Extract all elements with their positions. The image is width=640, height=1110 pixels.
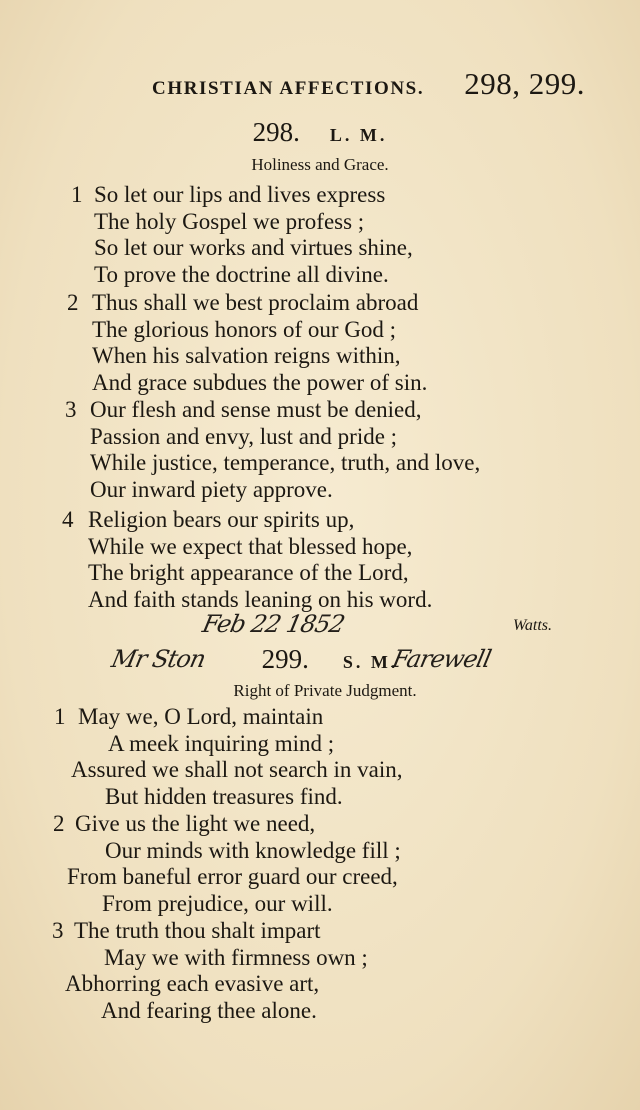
hymn-298-verse-3 <box>65 397 481 503</box>
running-head <box>152 66 585 102</box>
verse-line: The glorious honors of our God ; <box>92 316 397 342</box>
hymn-298-author: Watts. <box>513 617 552 634</box>
hymn-298-title: Holiness and Grace. <box>251 155 389 174</box>
verse-line: When his salvation reigns within, <box>92 343 401 368</box>
verse-line: A meek inquiring mind ; <box>108 730 335 756</box>
verse-line: Our flesh and sense must be denied, <box>90 397 422 422</box>
hymn-299-verse-1 <box>54 704 403 810</box>
verse-line: And fearing thee alone. <box>101 997 317 1023</box>
verse-line: Our inward piety approve. <box>90 476 333 502</box>
verse-line: And grace subdues the power of sin. <box>92 369 428 395</box>
verse-line: While justice, temperance, truth, and love, <box>90 450 481 475</box>
verse-line: From prejudice, our will. <box>102 890 333 916</box>
hymn-298-verse-2 <box>67 290 428 396</box>
hymn-298-heading <box>0 117 640 148</box>
verse-line: The bright appearance of the Lord, <box>88 560 409 585</box>
verse-number: 2 <box>67 290 79 315</box>
verse-line: Thus shall we best proclaim abroad <box>92 290 419 315</box>
verse-line: Religion bears our spirits up, <box>88 507 355 532</box>
hymn-299-number: 299. <box>261 644 309 674</box>
verse-line: Our minds with knowledge fill ; <box>105 837 401 863</box>
verse-line: May we with firmness own ; <box>104 944 368 970</box>
running-head-hymn-numbers: 298, 299. <box>464 66 585 101</box>
running-head-title: CHRISTIAN AFFECTIONS. <box>152 78 425 99</box>
verse-line: Give us the light we need, <box>75 811 316 836</box>
verse-line: The truth thou shalt impart <box>74 918 321 943</box>
verse-line: And faith stands leaning on his word. <box>88 586 433 612</box>
verse-number: 3 <box>65 397 77 422</box>
hymn-299-verse-2 <box>53 811 401 917</box>
verse-number: 3 <box>52 918 64 943</box>
hymn-298-verse-1 <box>71 182 413 288</box>
verse-line: The holy Gospel we profess ; <box>94 208 365 234</box>
verse-number: 4 <box>62 507 74 532</box>
hymn-299-meter: S. M. <box>342 652 399 672</box>
verse-line: To prove the doctrine all divine. <box>94 261 389 287</box>
hymn-298-number: 298. <box>252 117 300 147</box>
verse-line: Passion and envy, lust and pride ; <box>90 423 398 449</box>
verse-line: But hidden treasures find. <box>105 783 343 809</box>
verse-line: Assured we shall not search in vain, <box>71 757 403 782</box>
hymn-298-meter: L. M. <box>329 125 388 145</box>
verse-number: 1 <box>71 182 83 207</box>
verse-line: Abhorring each evasive art, <box>65 971 320 996</box>
hymn-299-heading <box>0 644 640 675</box>
verse-line: From baneful error guard our creed, <box>67 864 398 889</box>
verse-line: May we, O Lord, maintain <box>78 704 324 729</box>
handwritten-name-left: Mr Ston <box>109 645 208 673</box>
handwritten-date: Feb 22 1852 <box>200 610 347 638</box>
hymn-299-title: Right of Private Judgment. <box>233 681 417 700</box>
verse-line: So let our works and virtues shine, <box>94 235 413 260</box>
verse-number: 2 <box>53 811 65 836</box>
hymn-298-verse-4 <box>62 507 433 613</box>
verse-line: So let our lips and lives express <box>94 182 386 207</box>
verse-number: 1 <box>54 704 66 729</box>
hymn-299-verse-3 <box>52 918 368 1024</box>
handwritten-word-right: Farewell <box>390 645 494 673</box>
verse-line: While we expect that blessed hope, <box>88 533 413 559</box>
